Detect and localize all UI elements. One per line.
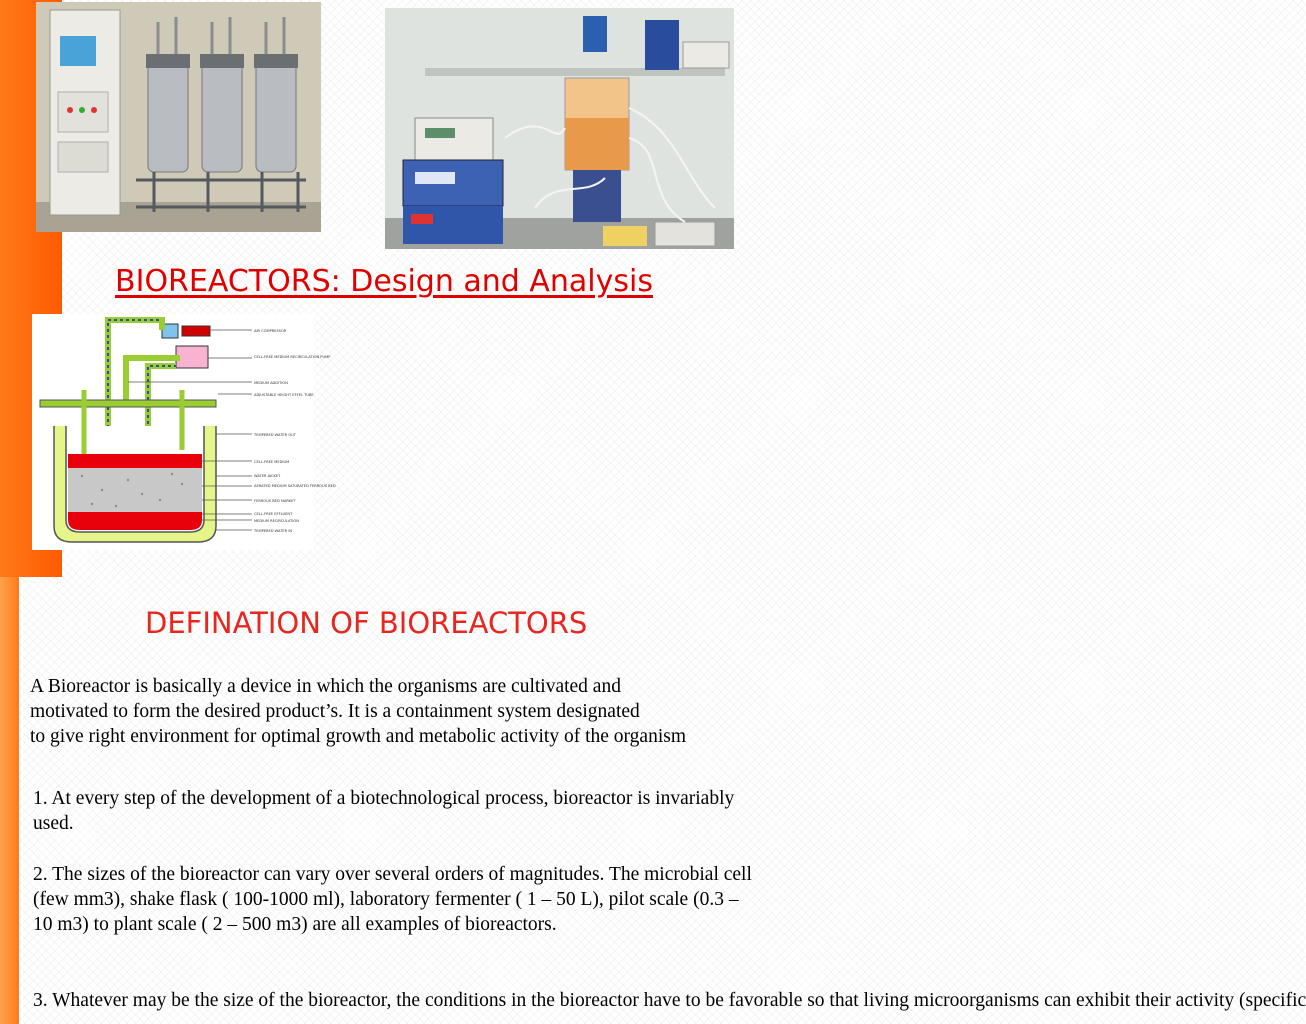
diagram-label: AERATED MEDIUM SATURATED FERROUS BED <box>254 484 336 488</box>
diagram-label: TEMPERED WATER OUT <box>254 433 296 437</box>
slide-title: BIOREACTORS: Design and Analysis <box>115 264 653 299</box>
bioreactor-array-photo-icon <box>36 2 321 232</box>
diagram-label: ADJUSTABLE HEIGHT EFFEL TUBE <box>254 393 314 397</box>
definition-line: motivated to form the desired product’s. It is a containment system designated <box>30 701 640 722</box>
bioreactor-schematic-icon <box>32 314 336 550</box>
diagram-label: MEDIUM ADDITION <box>254 381 288 385</box>
section-heading: DEFINATION OF BIOREACTORS <box>145 606 588 640</box>
diagram-label: WATER JACKET <box>254 474 281 478</box>
diagram-label: CELL-FREE MEDIUM <box>254 460 290 464</box>
point-3: 3. Whatever may be the size of the bioreactor, the conditions in the bioreactor have to be favorable so that living microorganisms can exhibit their activity (specific <box>33 990 1306 1011</box>
diagram-label: CELL-FREE EFFLUENT <box>254 512 293 516</box>
lab-bioreactor-setup-photo-icon <box>385 8 734 249</box>
orange-sidebar <box>0 577 19 1024</box>
point-1: 1. At every step of the development of a biotechnological process, bioreactor is invariably used. <box>33 788 735 834</box>
diagram-label: AIR COMPRESSOR <box>254 329 287 333</box>
slide-one <box>0 0 768 577</box>
point-2: 2. The sizes of the bioreactor can vary over several orders of magnitudes. The microbial cell (few mm3), shake flask ( 100-1000 ml), laboratory fermenter ( 1 – 50 L), pilot scale (0.3 – 10 m3) to plant scale ( 2 – 500 m3) are all examples of bioreactors. <box>33 864 752 935</box>
definition-paragraph <box>30 674 760 749</box>
definition-line: A Bioreactor is basically a device in which the organisms are cultivated and <box>30 676 621 697</box>
diagram-label: MEDIUM RECIRCULATION <box>254 519 299 523</box>
diagram-label: TEMPERED WATER IN <box>254 529 293 533</box>
diagram-label: CELL-FREE MEDIUM RECIRCULATION PUMP <box>254 355 331 359</box>
definition-line: to give right environment for optimal growth and metabolic activity of the organism <box>30 726 686 747</box>
diagram-label: FERROUS BED MARKET <box>254 499 296 503</box>
